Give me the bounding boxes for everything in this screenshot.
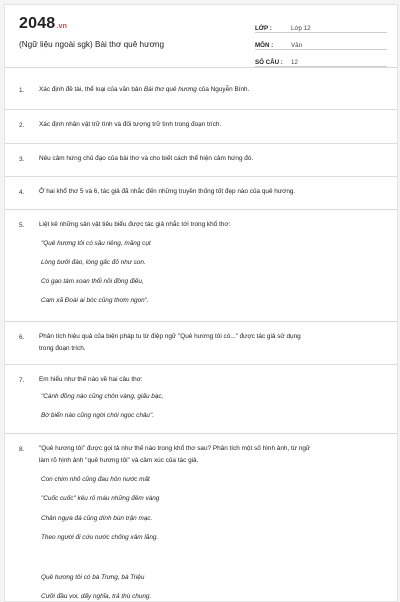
poem-line: "Quê hương tôi có sầu riêng, măng cụt <box>41 240 151 247</box>
question-text: Nêu cảm hứng chủ đạo của bài thơ và cho biết cách thể hiện cảm hứng đó. <box>39 155 254 162</box>
question-item <box>5 433 397 602</box>
poem-line: Quê hương tôi có bà Trưng, bà Triệu <box>41 574 145 581</box>
poem-line: Chân ngựa đá cũng dính bùn trận mạc. <box>41 515 153 522</box>
question-number: 8. <box>19 446 25 453</box>
question-text: "Quê hương tôi" được gọi tả như thế nào trong khổ thơ sau? Phân tích một số hình ảnh, từ ngữ làm rõ hình ảnh "quê hương tôi" và cảm xúc của tác giả. <box>39 445 311 464</box>
question-item <box>5 209 397 322</box>
question-item <box>5 176 397 210</box>
meta-value: Văn <box>291 42 303 49</box>
site-logo[interactable]: 2048.vn <box>19 15 68 32</box>
worksheet <box>4 4 398 602</box>
question-number: 3. <box>19 156 25 163</box>
question-item <box>5 364 397 434</box>
worksheet-header <box>5 5 397 68</box>
poem-line: Theo người đi cứu nước chống xâm lăng. <box>41 534 159 541</box>
poem-line: Cam xã Đoài ai bóc cũng thơm ngon". <box>41 297 149 304</box>
question-text: Em hiểu như thế nào về hai câu thơ: <box>39 376 143 383</box>
question-number: 1. <box>19 87 25 94</box>
meta-label: LỚP : <box>255 25 272 32</box>
document-title: (Ngữ liệu ngoài sgk) Bài thơ quê hương <box>19 40 165 49</box>
question-text: Phân tích hiệu quả của biện pháp tu từ điệp ngữ "Quê hương tôi có..." được tác giả sử dụng trong đoạn trích. <box>39 333 301 352</box>
meta-row-class <box>255 17 387 33</box>
question-number: 5. <box>19 222 25 229</box>
poem-line: Có gạo tám xoan thổi nồi đồng điếu, <box>41 278 144 285</box>
meta-label: MÔN : <box>255 42 274 49</box>
question-text: Liệt kê những sản vật tiêu biểu được tác giả nhắc tới trong khổ thơ: <box>39 221 231 228</box>
question-text: Ở hai khổ thơ 5 và 6, tác giả đã nhắc đến những truyền thống tốt đẹp nào của quê hương. <box>39 188 296 195</box>
poem-line: "Cánh đồng nào cũng chôn vàng, giấu bạc, <box>41 393 164 400</box>
meta-info <box>255 17 387 68</box>
question-item <box>5 321 397 365</box>
meta-row-subject <box>255 34 387 50</box>
meta-row-question-count <box>255 51 387 67</box>
poem-line: Lòng bưởi đào, lòng gấc đỏ như son. <box>41 259 146 266</box>
meta-value: 12 <box>291 59 298 66</box>
meta-label: SỐ CÂU : <box>255 59 283 66</box>
poem-line: Con chim nhỏ cũng đau hôn nước mất <box>41 476 150 483</box>
question-text: Xác định đề tài, thể loại của văn bản Bài thơ quê hương của Nguyễn Bính. <box>39 86 250 93</box>
question-number: 2. <box>19 122 25 129</box>
poem-line: Cưỡi đầu voi, dấy nghĩa, trả thù chung. <box>41 593 152 600</box>
poem-line: "Cuốc cuốc" kêu rỏ máu những đêm vàng <box>41 495 160 502</box>
question-item <box>5 143 397 177</box>
question-number: 4. <box>19 189 25 196</box>
meta-value: Lớp 12 <box>291 25 311 32</box>
question-item <box>5 109 397 144</box>
question-number: 7. <box>19 377 25 384</box>
question-item <box>5 67 397 110</box>
poem-line: Bờ biển nào cũng ngời chói ngọc châu". <box>41 412 155 419</box>
question-number: 6. <box>19 334 25 341</box>
question-text: Xác định nhân vật trữ tình và đối tượng trữ tình trong đoạn trích. <box>39 121 222 128</box>
